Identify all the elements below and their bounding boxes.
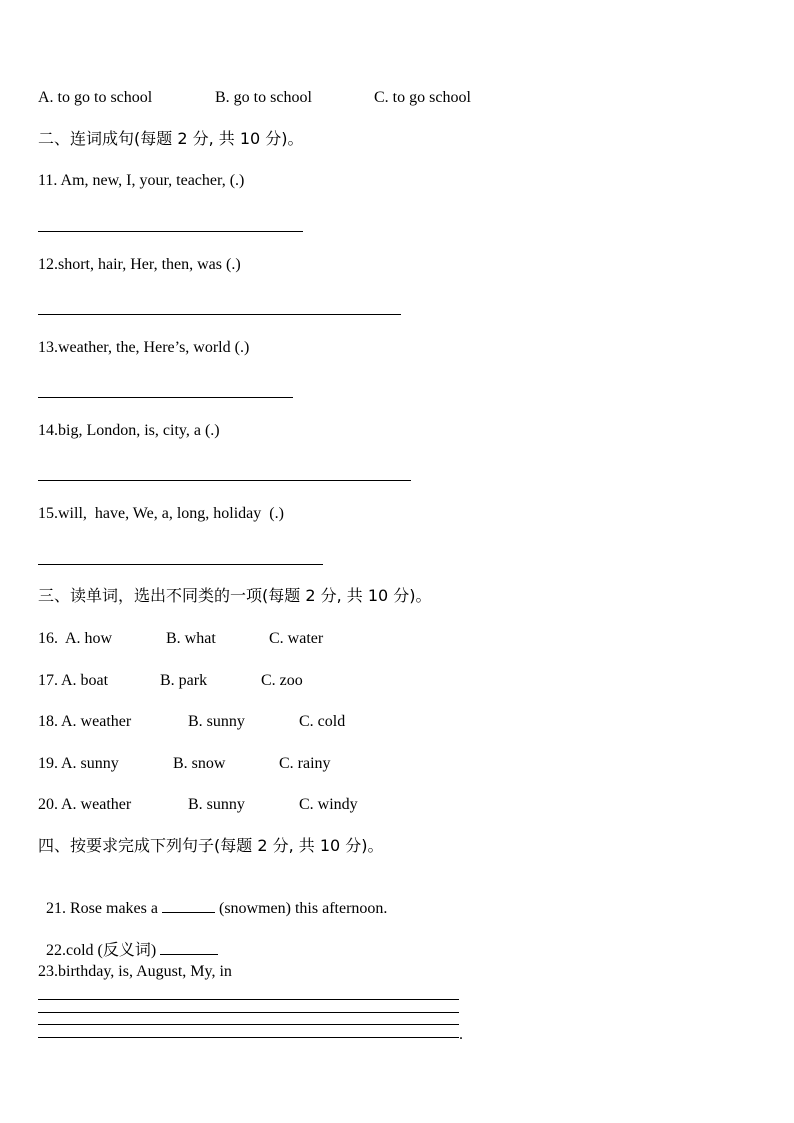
question-15: 15.will, have, We, a, long, holiday (.) <box>38 505 284 522</box>
question-17-option-c: C. zoo <box>261 672 303 689</box>
question-16-option-c: C. water <box>269 630 324 647</box>
question-20-number: 20. <box>38 796 58 813</box>
answer-line-15 <box>38 564 323 565</box>
question-20-option-a: A. weather <box>61 796 132 813</box>
question-22-blank[interactable] <box>160 940 218 955</box>
answer-line-23-3 <box>38 1024 459 1025</box>
question-22-text: 22.cold (反义词) <box>46 942 161 959</box>
question-19-number: 19. <box>38 755 58 772</box>
answer-line-13 <box>38 397 293 398</box>
question-17-number: 17. <box>38 672 58 689</box>
question-19-option-a: A. sunny <box>61 755 119 772</box>
section-3-heading: 三、读单词，选出不同类的一项(每题 2 分, 共 10 分)。 <box>38 586 432 605</box>
question-23: 23.birthday, is, August, My, in <box>38 963 232 980</box>
question-17-option-b: B. park <box>160 672 208 689</box>
answer-line-23-4 <box>38 1037 459 1038</box>
question-21 <box>38 878 387 919</box>
section-4-heading: 四、按要求完成下列句子(每题 2 分, 共 10 分)。 <box>38 836 384 855</box>
q10-option-b: B. go to school <box>215 89 312 106</box>
question-16-option-b: B. what <box>166 630 216 647</box>
question-21-text-after: (snowmen) this afternoon. <box>214 900 388 917</box>
answer-line-12 <box>38 314 401 315</box>
question-22 <box>38 920 218 961</box>
question-20-option-b: B. sunny <box>188 796 245 813</box>
answer-line-11 <box>38 231 303 232</box>
q10-option-c: C. to go school <box>374 89 471 106</box>
question-13: 13.weather, the, Here’s, world (.) <box>38 339 250 356</box>
answer-line-14 <box>38 480 411 481</box>
question-21-text-before: 21. Rose makes a <box>46 900 162 917</box>
answer-line-23-1 <box>38 999 459 1000</box>
question-16-option-a: A. how <box>65 630 113 647</box>
question-19-option-c: C. rainy <box>279 755 331 772</box>
question-11: 11. Am, new, I, your, teacher, (.) <box>38 172 245 189</box>
question-21-blank[interactable] <box>162 898 215 913</box>
q10-option-a: A. to go to school <box>38 89 153 106</box>
question-18-option-b: B. sunny <box>188 713 245 730</box>
question-20-option-c: C. windy <box>299 796 358 813</box>
question-14: 14.big, London, is, city, a (.) <box>38 422 220 439</box>
question-17-option-a: A. boat <box>61 672 109 689</box>
end-period: . <box>459 1026 463 1043</box>
question-18-number: 18. <box>38 713 58 730</box>
answer-line-23-2 <box>38 1012 459 1013</box>
question-18-option-c: C. cold <box>299 713 346 730</box>
question-12: 12.short, hair, Her, then, was (.) <box>38 256 241 273</box>
question-19-option-b: B. snow <box>173 755 226 772</box>
question-16-number: 16. <box>38 630 58 647</box>
question-18-option-a: A. weather <box>61 713 132 730</box>
section-2-heading: 二、连词成句(每题 2 分, 共 10 分)。 <box>38 129 304 148</box>
